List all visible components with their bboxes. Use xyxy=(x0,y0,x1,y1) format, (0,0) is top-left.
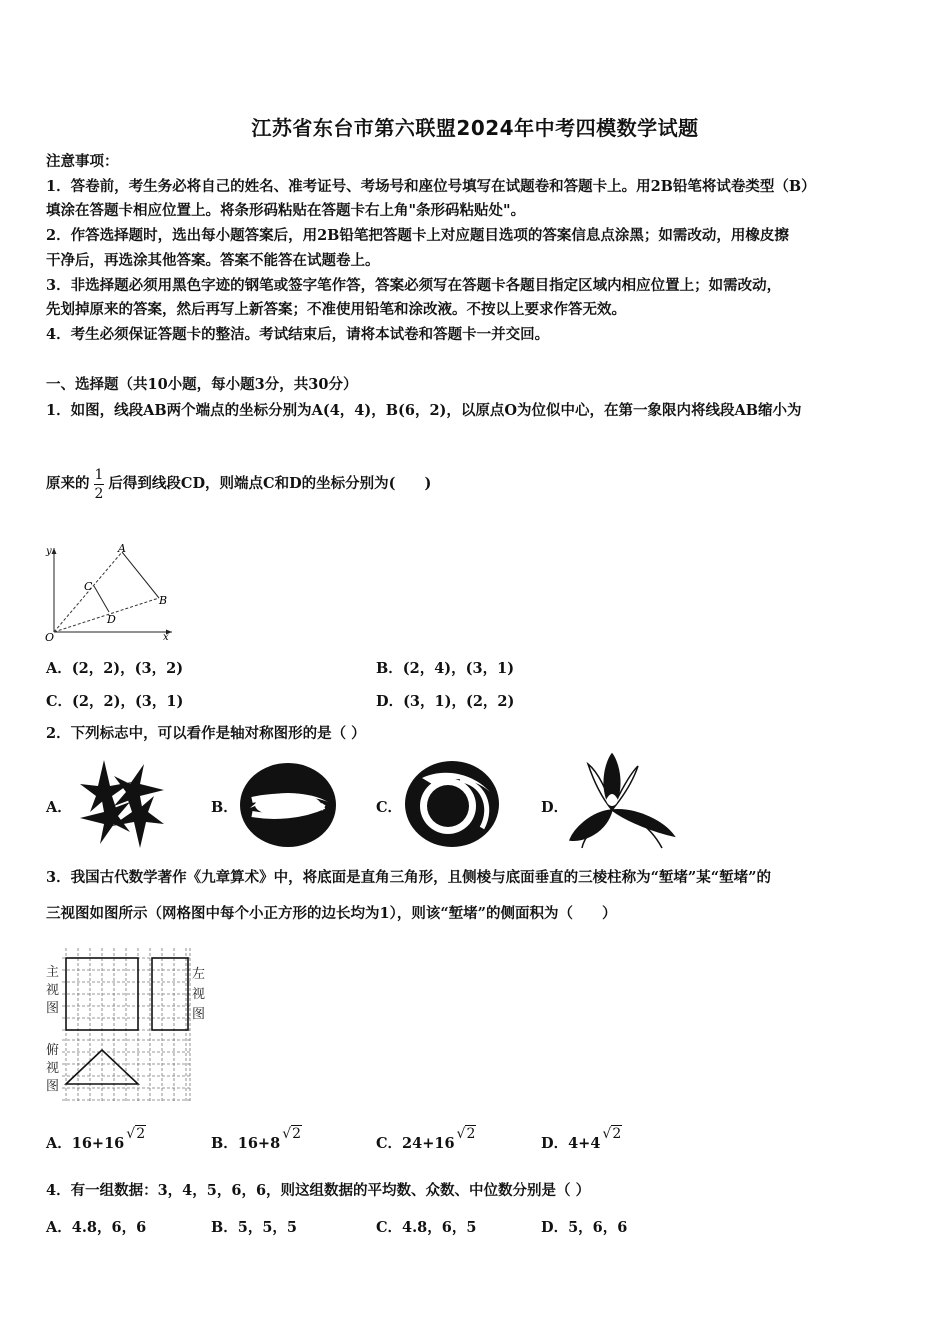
q3-option-c[interactable]: C．24+16√2 xyxy=(376,1126,476,1152)
ring-split-logo-icon[interactable] xyxy=(238,760,338,850)
top-view-label-1: 俯 xyxy=(46,1043,60,1058)
point-c-label: C xyxy=(84,580,93,593)
notice-line: 先划掉原来的答案，然后再写上新答案；不准使用铅笔和涂改液。不按以上要求作答无效。 xyxy=(46,301,626,318)
left-view-label-1: 左 xyxy=(192,967,206,982)
point-d-label: D xyxy=(107,613,116,626)
section-heading: 一、选择题（共10小题，每小题3分，共30分） xyxy=(46,376,358,393)
axis-label-x: x xyxy=(163,632,169,643)
left-view-label-3: 图 xyxy=(192,1007,206,1022)
q4-option-c[interactable]: C．4.8，6，5 xyxy=(376,1219,477,1236)
q3-option-b[interactable]: B．16+8√2 xyxy=(211,1126,302,1152)
main-view-label-1: 主 xyxy=(46,965,60,980)
q1-option-d[interactable]: D．(3，1)，(2，2) xyxy=(376,693,515,710)
q1-option-a[interactable]: A．(2，2)，(3，2) xyxy=(46,660,184,677)
q2-option-a-label[interactable]: A． xyxy=(46,799,72,816)
notice-line: 4．考生必须保证答题卡的整洁。考试结束后，请将本试卷和答题卡一并交回。 xyxy=(46,326,550,343)
notice-line: 2．作答选择题时，选出每小题答案后，用2B铅笔把答题卡上对应题目选项的答案信息点涂黑；如需改动，用橡皮擦 xyxy=(46,227,789,244)
fraction-half: $\frac{1}{2}$ xyxy=(94,466,104,502)
q2-option-b-label[interactable]: B． xyxy=(211,799,238,816)
point-b-label: B xyxy=(159,594,168,607)
left-view-label-2: 视 xyxy=(192,987,206,1002)
q3-three-view-figure xyxy=(42,940,217,1105)
q1-option-c[interactable]: C．(2，2)，(3，1) xyxy=(46,693,184,710)
notice-line: 3．非选择题必须用黑色字迹的钢笔或签字笔作答，答案必须写在答题卡各题目指定区域内相应位置上；如需改动， xyxy=(46,277,782,294)
q1-text-post: 后得到线段CD，则端点C和D的坐标分别为( ) xyxy=(108,475,432,492)
axis-label-y: y xyxy=(46,546,52,557)
notice-line: 填涂在答题卡相应位置上。将条形码粘贴在答题卡右上角"条形码粘贴处"。 xyxy=(46,202,526,219)
origin-label: O xyxy=(45,631,55,644)
notice-heading: 注意事项： xyxy=(46,153,119,170)
top-view-label-2: 视 xyxy=(46,1061,60,1076)
notice-line: 干净后，再选涂其他答案。答案不能答在试题卷上。 xyxy=(46,252,380,269)
q1-stem-line1: 1．如图，线段AB两个端点的坐标分别为A(4，4)，B(6，2)，以原点O为位似中心，在第一象限内将线段AB缩小为 xyxy=(46,402,802,419)
q4-option-a[interactable]: A．4.8，6，6 xyxy=(46,1219,147,1236)
q3-stem-line2: 三视图如图所示（网格图中每个小正方形的边长均为1），则该“堑堵”的侧面积为（ ） xyxy=(46,905,617,922)
q2-option-c-label[interactable]: C． xyxy=(376,799,403,816)
three-petal-logo-icon[interactable] xyxy=(568,752,678,852)
q4-option-b[interactable]: B．5，5，5 xyxy=(211,1219,298,1236)
main-view-label-3: 图 xyxy=(46,1001,60,1016)
q4-stem: 4．有一组数据：3，4，5，6，6，则这组数据的平均数、众数、中位数分别是（ ） xyxy=(46,1182,591,1199)
notice-line: 1．答卷前，考生务必将自己的姓名、准考证号、考场号和座位号填写在试题卷和答题卡上。用2B铅笔将试卷类型（B） xyxy=(46,178,816,195)
q4-option-d[interactable]: D．5，6，6 xyxy=(541,1219,628,1236)
point-a-label: A xyxy=(118,542,126,555)
q3-stem-line1: 3．我国古代数学著作《九章算术》中，将底面是直角三角形，且侧棱与底面垂直的三棱柱称为“堑堵”某“堑堵”的 xyxy=(46,869,771,886)
q1-stem-line2 xyxy=(46,462,431,506)
q2-stem: 2．下列标志中，可以看作是轴对称图形的是（ ） xyxy=(46,725,366,742)
top-view-label-3: 图 xyxy=(46,1079,60,1094)
q2-option-d-label[interactable]: D． xyxy=(541,799,569,816)
q1-figure xyxy=(42,540,182,645)
q3-option-d[interactable]: D．4+4√2 xyxy=(541,1126,622,1152)
main-view-label-2: 视 xyxy=(46,983,60,998)
page-title: 江苏省东台市第六联盟2024年中考四模数学试题 xyxy=(251,116,699,140)
q1-option-b[interactable]: B．(2，4)，(3，1) xyxy=(376,660,515,677)
four-stars-logo-icon[interactable] xyxy=(74,756,170,852)
q3-option-a[interactable]: A．16+16√2 xyxy=(46,1126,146,1152)
spiral-ring-logo-icon[interactable] xyxy=(402,758,502,850)
q1-text-pre: 原来的 xyxy=(46,475,90,492)
